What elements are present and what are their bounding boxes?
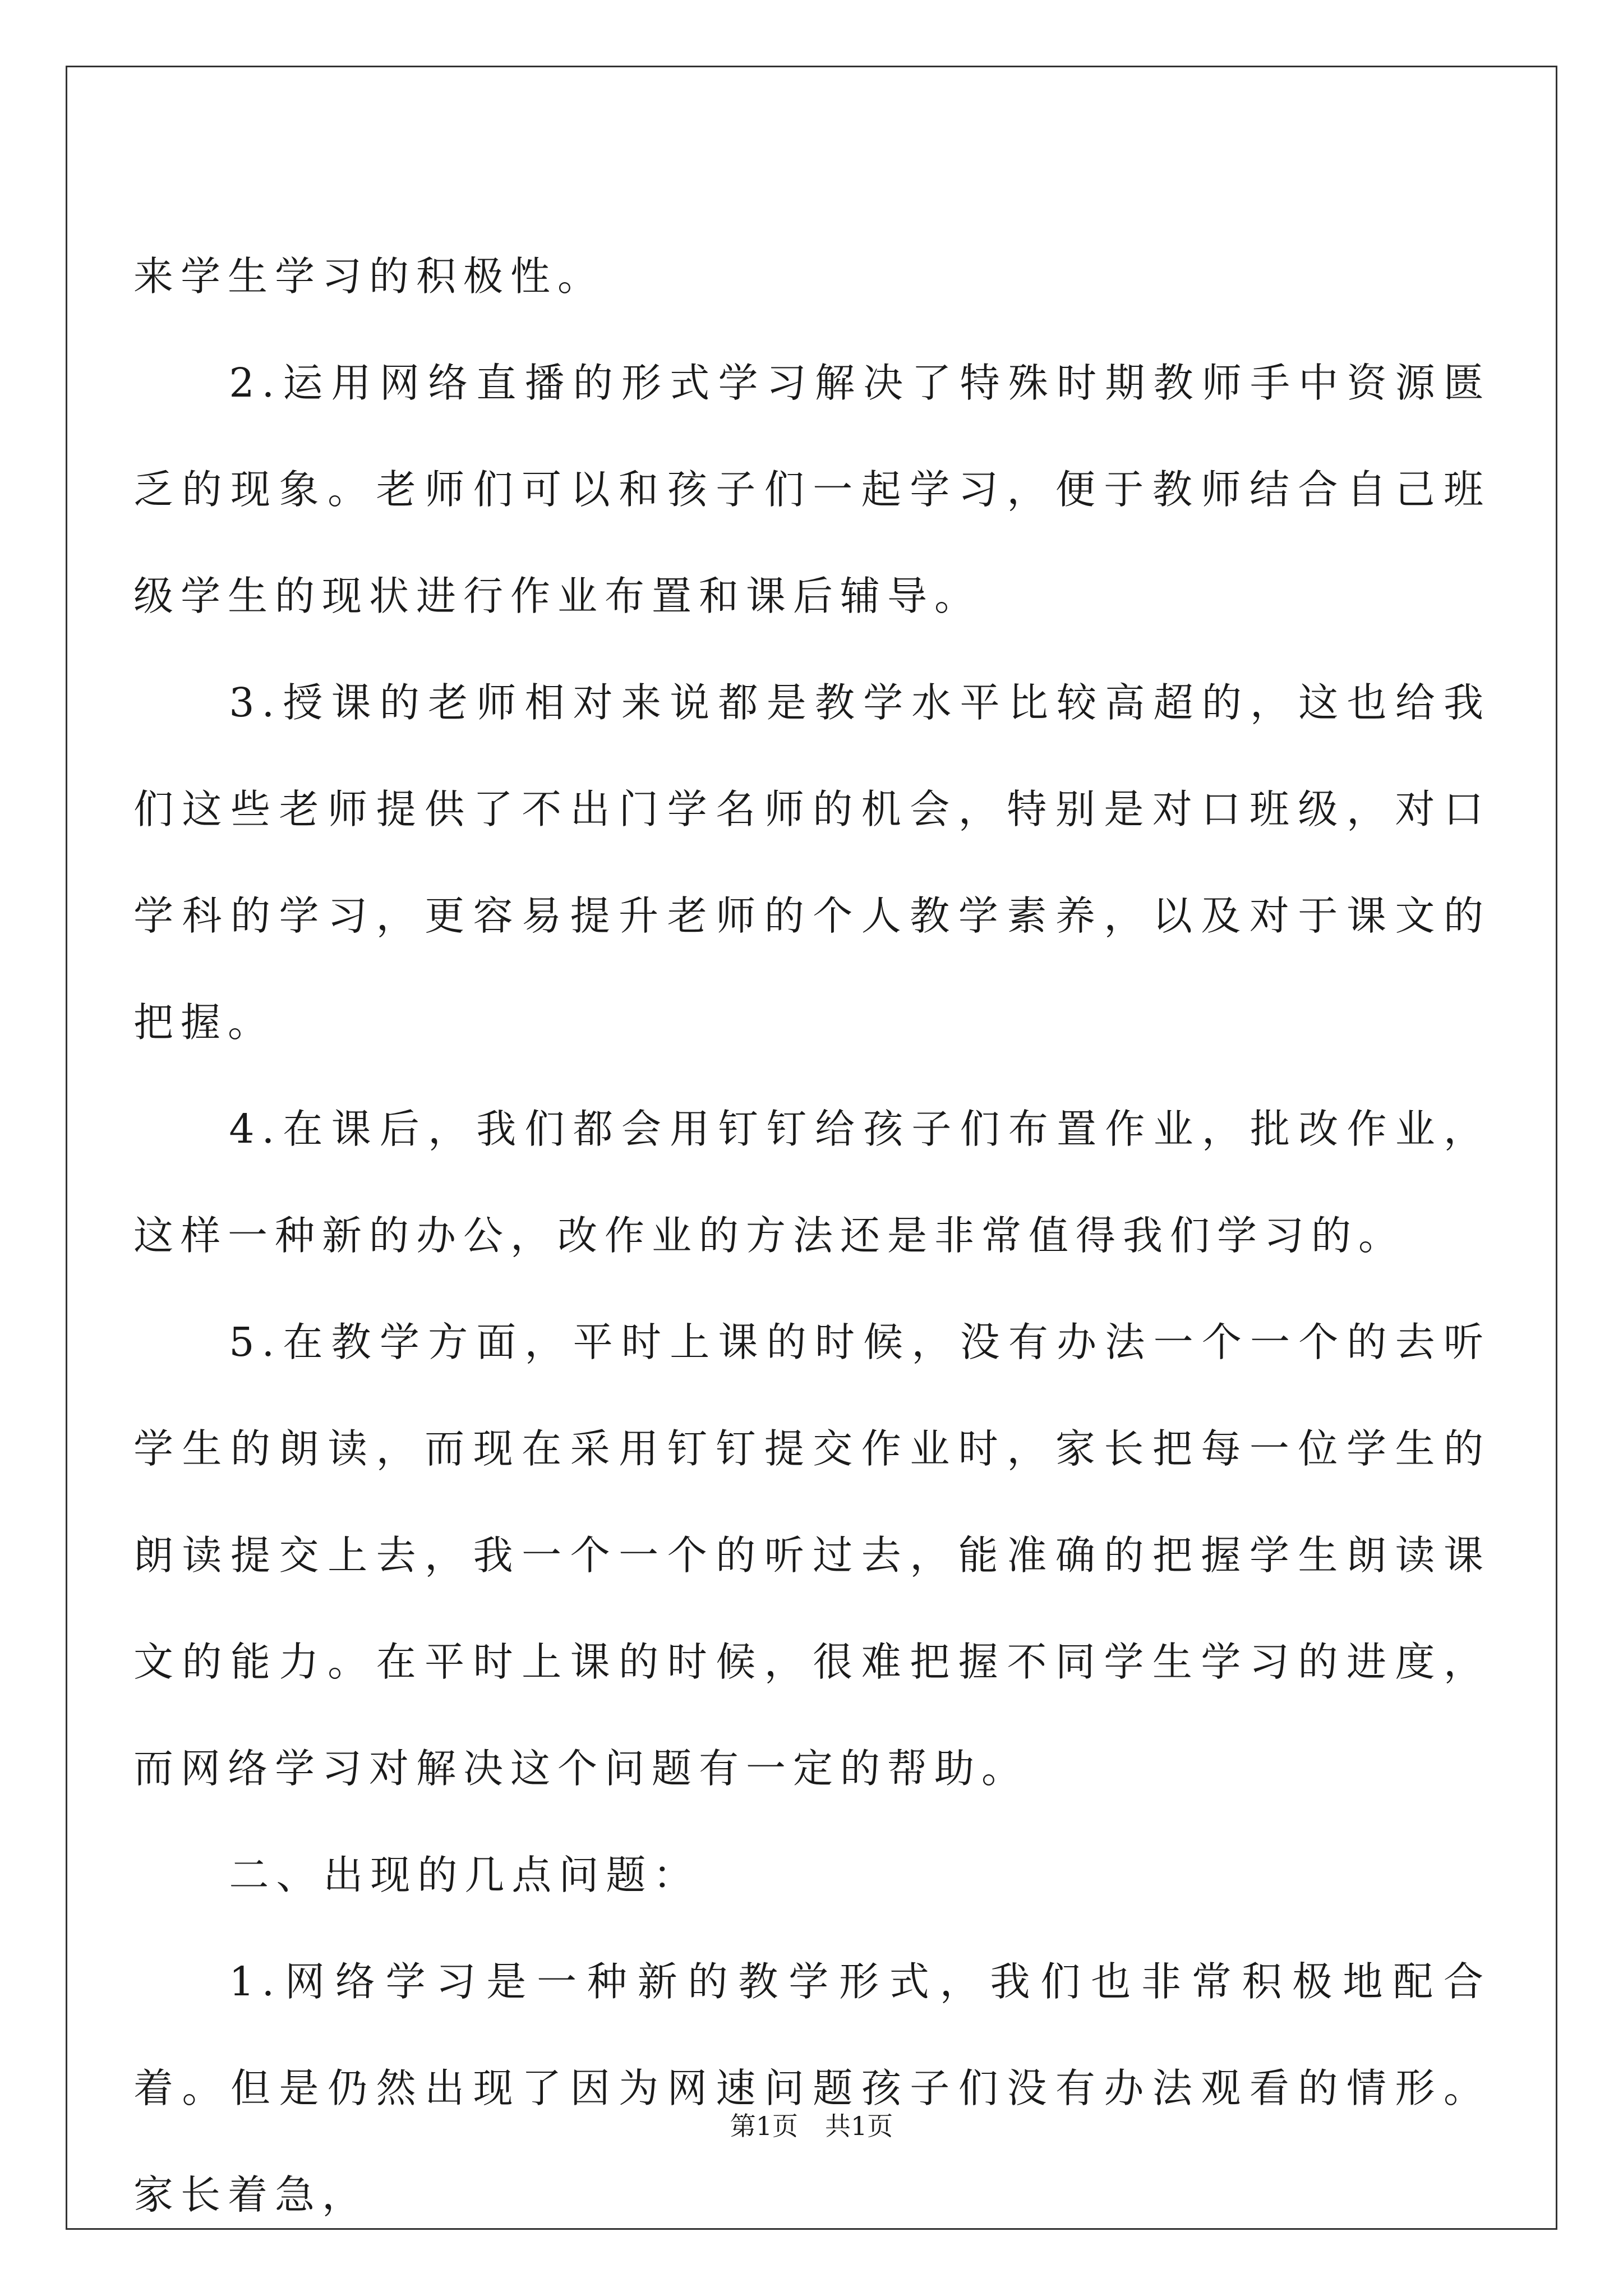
paragraph-item-5: 5.在教学方面，平时上课的时候，没有办法一个一个的去听学生的朗读，而现在采用钉钉提交作业时，家长把每一位学生的朗读提交上去，我一个一个的听过去，能准确的把握学生朗读课文的能力。在平时上课的时候，很难把握不同学生学习的进度，而网络学习对解决这个问题有一定的帮助。 (133, 1319, 1491, 1792)
document-body (133, 223, 1491, 2248)
section-heading: 二、出现的几点问题： (229, 1852, 700, 1898)
paragraph-item-4: 4.在课后，我们都会用钉钉给孩子们布置作业，批改作业，这样一种新的办公，改作业的方法还是非常值得我们学习的。 (133, 1106, 1491, 1259)
paragraph-item-3: 3.授课的老师相对来说都是教学水平比较高超的，这也给我们这些老师提供了不出门学名师的机会，特别是对口班级，对口学科的学习，更容易提升老师的个人教学素养，以及对于课文的把握。 (133, 679, 1491, 1046)
page-footer (0, 2109, 1623, 2143)
paragraph-item-2: 2.运用网络直播的形式学习解决了特殊时期教师手中资源匮乏的现象。老师们可以和孩子们一起学习，便于教师结合自己班级学生的现状进行作业布置和课后辅导。 (133, 360, 1491, 619)
paragraph-continuation: 来学生学习的积极性。 (133, 253, 605, 300)
paragraph-problem-1: 1.网络学习是一种新的教学形式，我们也非常积极地配合着。但是仍然出现了因为网速问题孩子们没有办法观看的情形。家长着急， (133, 1958, 1491, 2218)
page-total: 共1页 (825, 2111, 893, 2141)
page-number: 第1页 (730, 2111, 798, 2141)
